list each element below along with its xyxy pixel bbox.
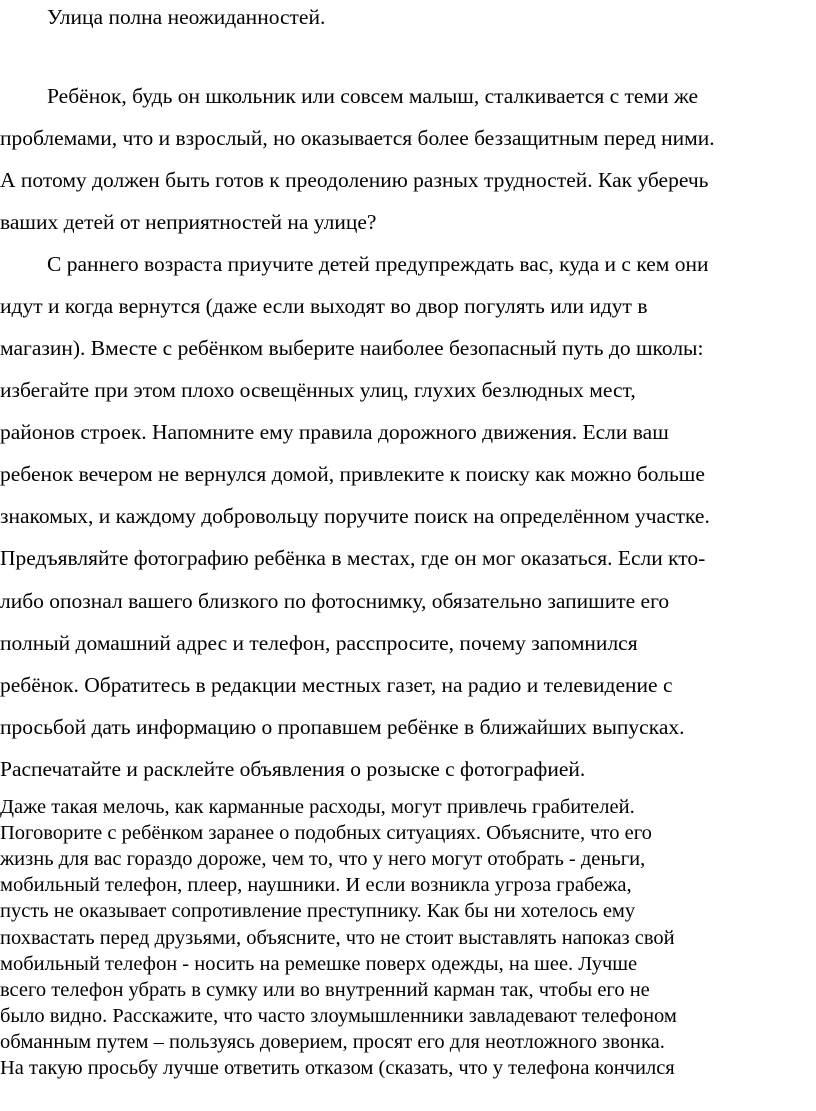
paragraph-line: мобильный телефон, плеер, наушники. И если возникла угроза грабежа, (0, 874, 632, 896)
paragraph-line: идут и когда вернутся (даже если выходят во двор погулять или идут в (0, 294, 648, 318)
paragraph-line: полный домашний адрес и телефон, расспросите, почему запомнился (0, 631, 638, 655)
paragraph-line: было видно. Расскажите, что часто злоумышленники завладевают телефоном (0, 1005, 677, 1027)
paragraph-line: всего телефон убрать в сумку или во внутренний карман так, чтобы его не (0, 979, 650, 1001)
paragraph-line: похвастать перед друзьями, объясните, что не стоит выставлять напоказ свой (0, 927, 675, 949)
document-title: Улица полна неожиданностей. (47, 5, 326, 29)
paragraph-line: ребенок вечером не вернулся домой, привлеките к поиску как можно больше (0, 462, 705, 486)
paragraph-line: С раннего возраста приучите детей предупреждать вас, куда и с кем они (47, 252, 709, 276)
paragraph-line: избегайте при этом плохо освещённых улиц, глухих безлюдных мест, (0, 378, 636, 402)
paragraph-line: пусть не оказывает сопротивление преступнику. Как бы ни хотелось ему (0, 900, 636, 922)
paragraph-line: обманным путем – пользуясь доверием, просят его для неотложного звонка. (0, 1031, 665, 1053)
paragraph-line: Поговорите с ребёнком заранее о подобных ситуациях. Объясните, что его (0, 822, 652, 844)
paragraph-line: районов строек. Напомните ему правила дорожного движения. Если ваш (0, 420, 669, 444)
paragraph-line: ваших детей от неприятностей на улице? (0, 210, 377, 234)
paragraph-line: проблемами, что и взрослый, но оказывается более беззащитным перед ними. (0, 126, 715, 150)
paragraph-line: просьбой дать информацию о пропавшем ребёнке в ближайших выпусках. (0, 715, 685, 739)
paragraph-line: На такую просьбу лучше ответить отказом (сказать, что у телефона кончился (0, 1057, 675, 1079)
paragraph-line: Даже такая мелочь, как карманные расходы, могут привлечь грабителей. (0, 796, 635, 818)
paragraph-line: Предъявляйте фотографию ребёнка в местах, где он мог оказаться. Если кто- (0, 546, 706, 570)
paragraph-line: Распечатайте и расклейте объявления о розыске с фотографией. (0, 757, 586, 781)
paragraph-line: знакомых, и каждому добровольцу поручите поиск на определённом участке. (0, 504, 710, 528)
paragraph-line: А потому должен быть готов к преодолению разных трудностей. Как уберечь (0, 168, 709, 192)
paragraph-line: ребёнок. Обратитесь в редакции местных газет, на радио и телевидение с (0, 673, 673, 697)
paragraph-line: жизнь для вас гораздо дороже, чем то, что у него могут отобрать - деньги, (0, 848, 646, 870)
paragraph-line: Ребёнок, будь он школьник или совсем малыш, сталкивается с теми же (47, 84, 699, 108)
paragraph-line: магазин). Вместе с ребёнком выберите наиболее безопасный путь до школы: (0, 336, 704, 360)
paragraph-line: либо опознал вашего близкого по фотоснимку, обязательно запишите его (0, 589, 670, 613)
paragraph-line: мобильный телефон - носить на ремешке поверх одежды, на шее. Лучше (0, 953, 638, 975)
